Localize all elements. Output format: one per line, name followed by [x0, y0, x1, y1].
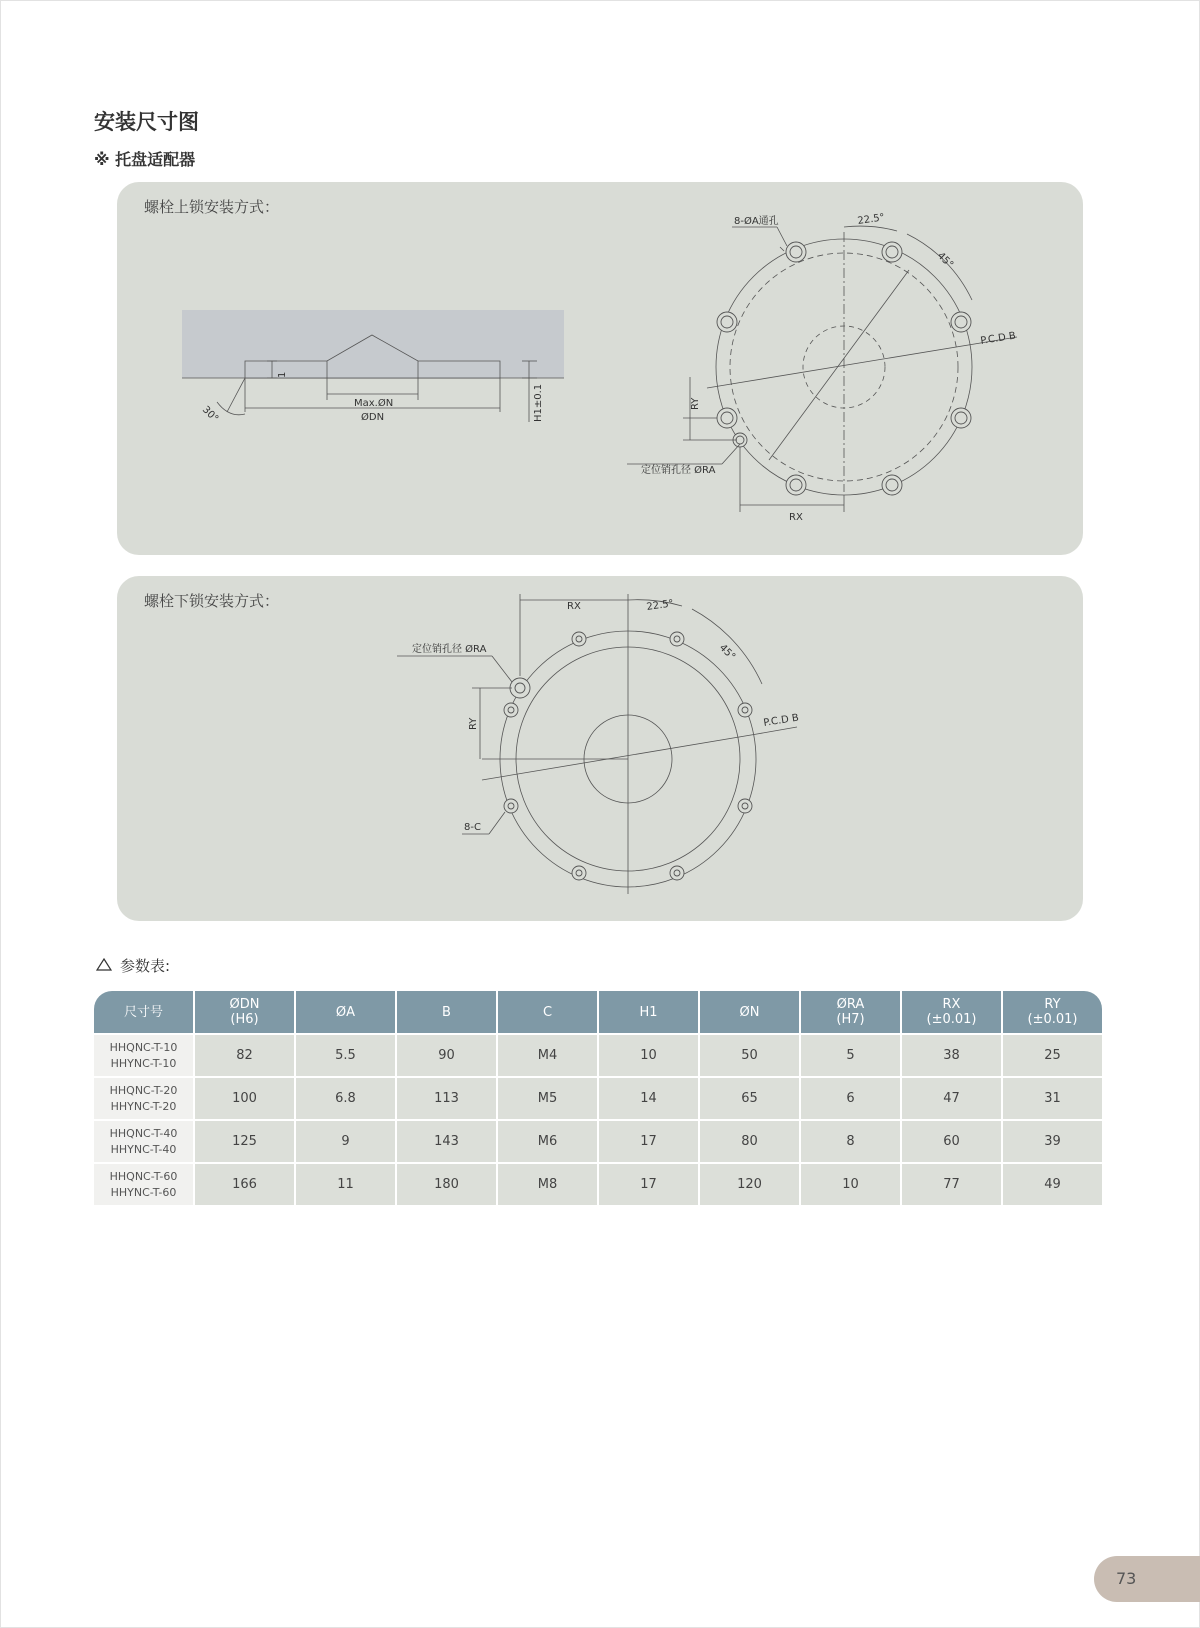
value-cell: 77 [902, 1162, 1001, 1205]
params-header-row [94, 991, 1102, 1033]
value-cell: 60 [902, 1119, 1001, 1162]
header-line-1: RX [942, 997, 961, 1012]
ry-label-bottom: RY [468, 717, 479, 730]
value-cell: 65 [700, 1076, 799, 1119]
header-cell [801, 991, 900, 1033]
plan-view-bottom [482, 611, 757, 894]
params-title [96, 955, 170, 976]
model-cell [94, 1119, 193, 1162]
angle-large-top: 45° [934, 250, 956, 271]
value-cell: 82 [195, 1033, 294, 1076]
value-cell: 125 [195, 1119, 294, 1162]
pin-label-top: 定位销孔径 ØRA [641, 465, 716, 476]
header-cell [195, 991, 294, 1033]
header-line-1: 尺寸号 [123, 1004, 163, 1020]
holes-label-bottom: 8-C [464, 822, 481, 833]
model-code: HHQNC-T-20 [109, 1083, 178, 1097]
table-row [94, 1162, 1102, 1205]
page-subtitle: ※ 托盘适配器 [94, 150, 196, 169]
model-code: HHYNC-T-10 [110, 1056, 177, 1070]
model-code: HHYNC-T-20 [110, 1099, 177, 1113]
header-line-2: (H7) [836, 1012, 865, 1027]
dn-label: ØDN [361, 412, 385, 423]
top-lock-label: 螺栓上锁安装方式： [144, 198, 280, 216]
value-cell: 31 [1003, 1076, 1102, 1119]
value-cell: 10 [599, 1033, 698, 1076]
side-angle-label: 30° [199, 404, 221, 425]
header-line-1: ØDN [229, 997, 260, 1012]
params-table [92, 991, 1104, 1205]
value-cell: 6.8 [296, 1076, 395, 1119]
pin-label-bottom: 定位销孔径 ØRA [412, 644, 487, 655]
bottom-lock-panel [117, 576, 1083, 921]
value-cell: 10 [801, 1162, 900, 1205]
model-cell [94, 1033, 193, 1076]
header-line-1: B [442, 1004, 451, 1020]
header-line-1: ØA [335, 1004, 356, 1020]
model-code: HHQNC-T-60 [109, 1169, 178, 1183]
top-lock-panel [117, 182, 1083, 555]
value-cell: 5 [801, 1033, 900, 1076]
header-line-1: C [542, 1004, 553, 1020]
header-cell [94, 991, 193, 1033]
triangle-icon [96, 957, 112, 975]
params-label: 参数表: [120, 957, 171, 975]
top-lock-drawing [117, 182, 1083, 555]
value-cell: M4 [498, 1033, 597, 1076]
value-cell: 180 [397, 1162, 496, 1205]
model-code: HHQNC-T-40 [109, 1126, 178, 1140]
value-cell: 143 [397, 1119, 496, 1162]
model-code: HHYNC-T-60 [110, 1185, 177, 1199]
model-cell [94, 1076, 193, 1119]
value-cell: 5.5 [296, 1033, 395, 1076]
header-cell [902, 991, 1001, 1033]
header-line-2: (±0.01) [1027, 1012, 1078, 1027]
table-row [94, 1119, 1102, 1162]
page-number: 73 [1116, 1569, 1137, 1588]
table-row [94, 1033, 1102, 1076]
value-cell: 90 [397, 1033, 496, 1076]
value-cell: 6 [801, 1076, 900, 1119]
value-cell: 38 [902, 1033, 1001, 1076]
header-line-2: (H6) [230, 1012, 259, 1027]
value-cell: 8 [801, 1119, 900, 1162]
header-line-1: ØN [739, 1004, 760, 1020]
value-cell: 120 [700, 1162, 799, 1205]
angle-small-top: 22.5° [856, 212, 886, 227]
holes-label-top: 8-ØA通孔 [734, 216, 779, 227]
header-line-1: H1 [639, 1004, 658, 1020]
value-cell: 113 [397, 1076, 496, 1119]
value-cell: 100 [195, 1076, 294, 1119]
value-cell: 14 [599, 1076, 698, 1119]
header-cell [599, 991, 698, 1033]
page-number-tab [1094, 1556, 1200, 1602]
value-cell: 50 [700, 1033, 799, 1076]
plan-view-top [707, 232, 1017, 495]
header-line-1: RY [1044, 997, 1061, 1012]
value-cell: 49 [1003, 1162, 1102, 1205]
pcd-label-top: P.C.D B [979, 330, 1017, 347]
value-cell: 166 [195, 1162, 294, 1205]
side-dim-1-label: 1 [277, 371, 288, 378]
value-cell: 80 [700, 1119, 799, 1162]
model-code: HHYNC-T-40 [110, 1142, 177, 1156]
header-cell [700, 991, 799, 1033]
value-cell: 11 [296, 1162, 395, 1205]
header-cell [296, 991, 395, 1033]
value-cell: 47 [902, 1076, 1001, 1119]
header-line-2: (±0.01) [926, 1012, 977, 1027]
max-n-label: Max.ØN [354, 398, 394, 409]
angle-large-bottom: 45° [716, 642, 738, 663]
value-cell: M5 [498, 1076, 597, 1119]
h1-label: H1±0.1 [533, 383, 544, 422]
page-title: 安装尺寸图 [94, 110, 199, 134]
rx-label-top: RX [789, 512, 803, 523]
header-line-1: ØRA [836, 997, 865, 1012]
header-cell [397, 991, 496, 1033]
value-cell: 9 [296, 1119, 395, 1162]
bottom-lock-label: 螺栓下锁安装方式： [144, 592, 280, 610]
value-cell: 17 [599, 1162, 698, 1205]
rx-label-bottom: RX [567, 601, 581, 612]
bottom-lock-drawing [117, 576, 1083, 921]
value-cell: 17 [599, 1119, 698, 1162]
header-cell [1003, 991, 1102, 1033]
header-cell [498, 991, 597, 1033]
table-row [94, 1076, 1102, 1119]
value-cell: 25 [1003, 1033, 1102, 1076]
value-cell: M8 [498, 1162, 597, 1205]
angle-small-bottom: 22.5° [645, 598, 675, 613]
model-cell [94, 1162, 193, 1205]
value-cell: M6 [498, 1119, 597, 1162]
value-cell: 39 [1003, 1119, 1102, 1162]
pcd-label-bottom: P.C.D B [762, 712, 800, 729]
ry-label-top: RY [690, 397, 701, 410]
model-code: HHQNC-T-10 [109, 1040, 178, 1054]
